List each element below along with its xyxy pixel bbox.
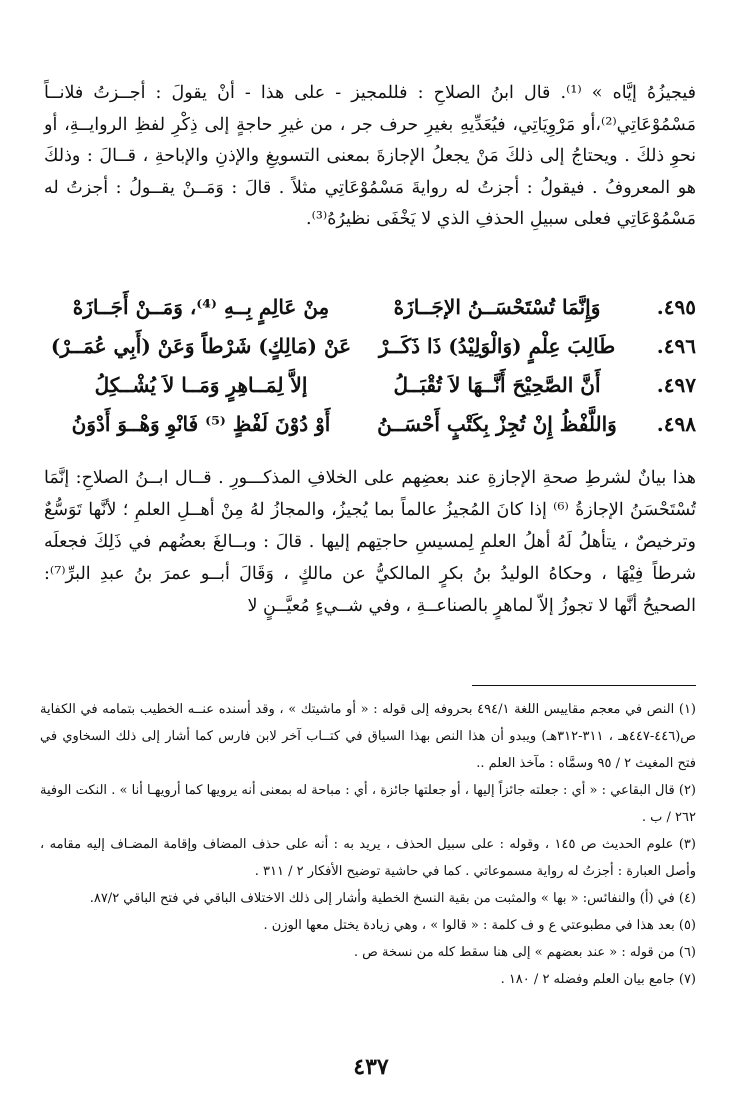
footnotes bbox=[40, 696, 696, 993]
commentary-paragraph: فيجيزُهُ إيَّاه » ⁽¹⁾. قال ابنُ الصلاحِ : فللمجيز - على هذا - أنْ يقولَ : أجــزتُ فلانــاً مَسْمُوْعَاتِي⁽²⁾،أو مَرْوِيَاتِي، فيُعَدِّيهِ بغيرِ حرف جر ، من غيرِ حاجةٍ إلى ذِكْرِ لفظِ الروايــةِ، أو نحوِ ذلكَ . ويحتاجُ إلى ذلكَ مَنْ يجعلُ الإجازةَ بمعنى التسويغِ والإذنِ والإباحةِ ، قــالَ : وذلكَ هو المعروفُ . فيقولُ : أجزتُ له روايةَ مَسْمُوْعَاتِي مثلاً . قالَ : وَمَــنْ يقــولُ : أجزتُ له مَسْمُوْعَاتِي فعلى سبيلِ الحذفِ الذي لا يَخْفَى نظيرُهُ⁽³⁾. bbox=[44, 83, 696, 229]
verse-number: ٤٩٦. bbox=[656, 333, 696, 358]
verse-line bbox=[40, 365, 696, 404]
verse-number: ٤٩٨. bbox=[656, 411, 696, 436]
verse-second-hemistich: مِنْ عَالِمٍ بِــهِ ⁽⁴⁾، وَمَــنْ أَجَــازَهْ bbox=[72, 294, 330, 319]
verse-second-hemistich: عَنْ (مَالِكٍ) شَرْطاً وَعَنْ (أَبِي عُمَــرْ) bbox=[50, 333, 352, 358]
footnote: (٧) جامع بيان العلم وفضله ٢ / ١٨٠ . bbox=[500, 972, 696, 987]
verse-first-hemistich: أَنَّ الصَّحِيْحَ أَنَّــهَا لاَ تُقْبَــلُ bbox=[393, 372, 601, 397]
verse-first-hemistich: طَالِبَ عِلْمٍ (وَالْوَلِيْدُ) ذَا ذَكَــرْ bbox=[378, 333, 616, 358]
verse-number: ٤٩٥. bbox=[656, 294, 696, 319]
commentary-bottom bbox=[44, 462, 696, 622]
verse-first-hemistich: وَإِنَّمَا تُسْتَحْسَــنُ الإجَــازَهْ bbox=[393, 294, 601, 319]
footnote: (٥) بعد هذا في مطبوعتي ع و ف كلمة : « قالوا » ، وهي زيادة يختل معها الوزن . bbox=[263, 918, 696, 933]
verse-line bbox=[40, 287, 696, 326]
footnote-separator bbox=[472, 685, 696, 686]
commentary-paragraph: هذا بيانٌ لشرطِ صحةِ الإجازةِ عند بعضِهم على الخلافِ المذكـــورِ . قــال ابــنُ الصلاحِ: إنَّمَا تُسْتَحْسَنُ الإجازةُ ⁽⁶⁾ إذا كانَ المُجيزُ عالماً بما يُجيزُ، والمجازُ لهُ مِنْ أهــلِ العلمِ ؛ لأنَّها تَوَسُّعٌ وترخيصٌ ، يتأهلُ لَهُ أهلُ العلمِ لِمسيسِ حاجتِهم إليها . قالَ : وبــالغَ بعضُهم في ذَلِكَ فجعلَه شرطاً فِيْهَا ، وحكاهُ الوليدُ بنُ بكرٍ المالكيُّ عن مالكٍ ، وَقَالَ أبــو عمرَ بنُ عبدِ البرِّ⁽⁷⁾: الصحيحُ أنَّها لا تجوزُ إلاّ لماهرٍ بالصناعــةِ ، وفي شــيءٍ مُعيَّــنٍ لا bbox=[44, 468, 696, 616]
verse-line bbox=[40, 404, 696, 443]
verse-number: ٤٩٧. bbox=[656, 372, 696, 397]
footnote: (١) النص في معجم مقاييس اللغة ٤٩٤/١ بحروفه إلى قوله : « أو ماشيتك » ، وقد أسنده عنــه الخطيب بتمامه في الكفاية ص(٤٤٦-٤٤٧هـ ، ٣١١-٣١٢هـ) ويبدو أن هذا النص بهذا السياق في كتــاب آخر لابن فارس كما أشار إلى ذلك السخاوي في فتح المغيث ٢ / ٩٥ وسمَّاه : مآخذ العلم .. bbox=[40, 702, 697, 771]
footnote: (٦) من قوله : « عند بعضهم » إلى هنا سقط كله من نسخة ص . bbox=[353, 945, 696, 960]
verse-second-hemistich: أَوْ دُوْنَ لَفْظٍ ⁽⁵⁾ فَانْوِ وَهْــوَ أَدْوَنُ bbox=[71, 411, 331, 436]
page-number: ٤٣٧ bbox=[353, 1054, 389, 1080]
verse-first-hemistich: وَاللَّفْظُ إِنْ تُجِزْ بِكَتْبٍ أَحْسَــنُ bbox=[377, 411, 617, 436]
footnote: (٣) علوم الحديث ص ١٤٥ ، وقوله : على سبيل الحذف ، يريد به : أنه على حذف المضاف وإقامة المضـاف إليه مقامه ، وأصل العبارة : أجزتُ له رواية مسموعاتي . كما في حاشية توضيح الأفكار ٢ / ٣١١ . bbox=[40, 837, 696, 879]
footnote: (٤) في (أ) والنفائس: « بها » والمثبت من بقية النسخ الخطية وأشار إلى ذلك الاختلاف الباقي في فتح الباقي ٨٧/٢. bbox=[89, 891, 696, 906]
commentary-top bbox=[44, 78, 696, 236]
footnote: (٢) قال البقاعي : « أي : جعلته جائزاً إليها ، أو جعلتها جائزة ، أي : مباحة له بمعنى أنه يرويها كما أرويهـا أنا » . النكت الوفية ٢٦٢ / ب . bbox=[40, 783, 696, 825]
verse-second-hemistich: إلاَّ لِمَــاهِرٍ وَمَــا لاَ يُشْــكِلُ bbox=[94, 372, 308, 397]
verse-block bbox=[40, 287, 696, 443]
verse-line bbox=[40, 326, 696, 365]
